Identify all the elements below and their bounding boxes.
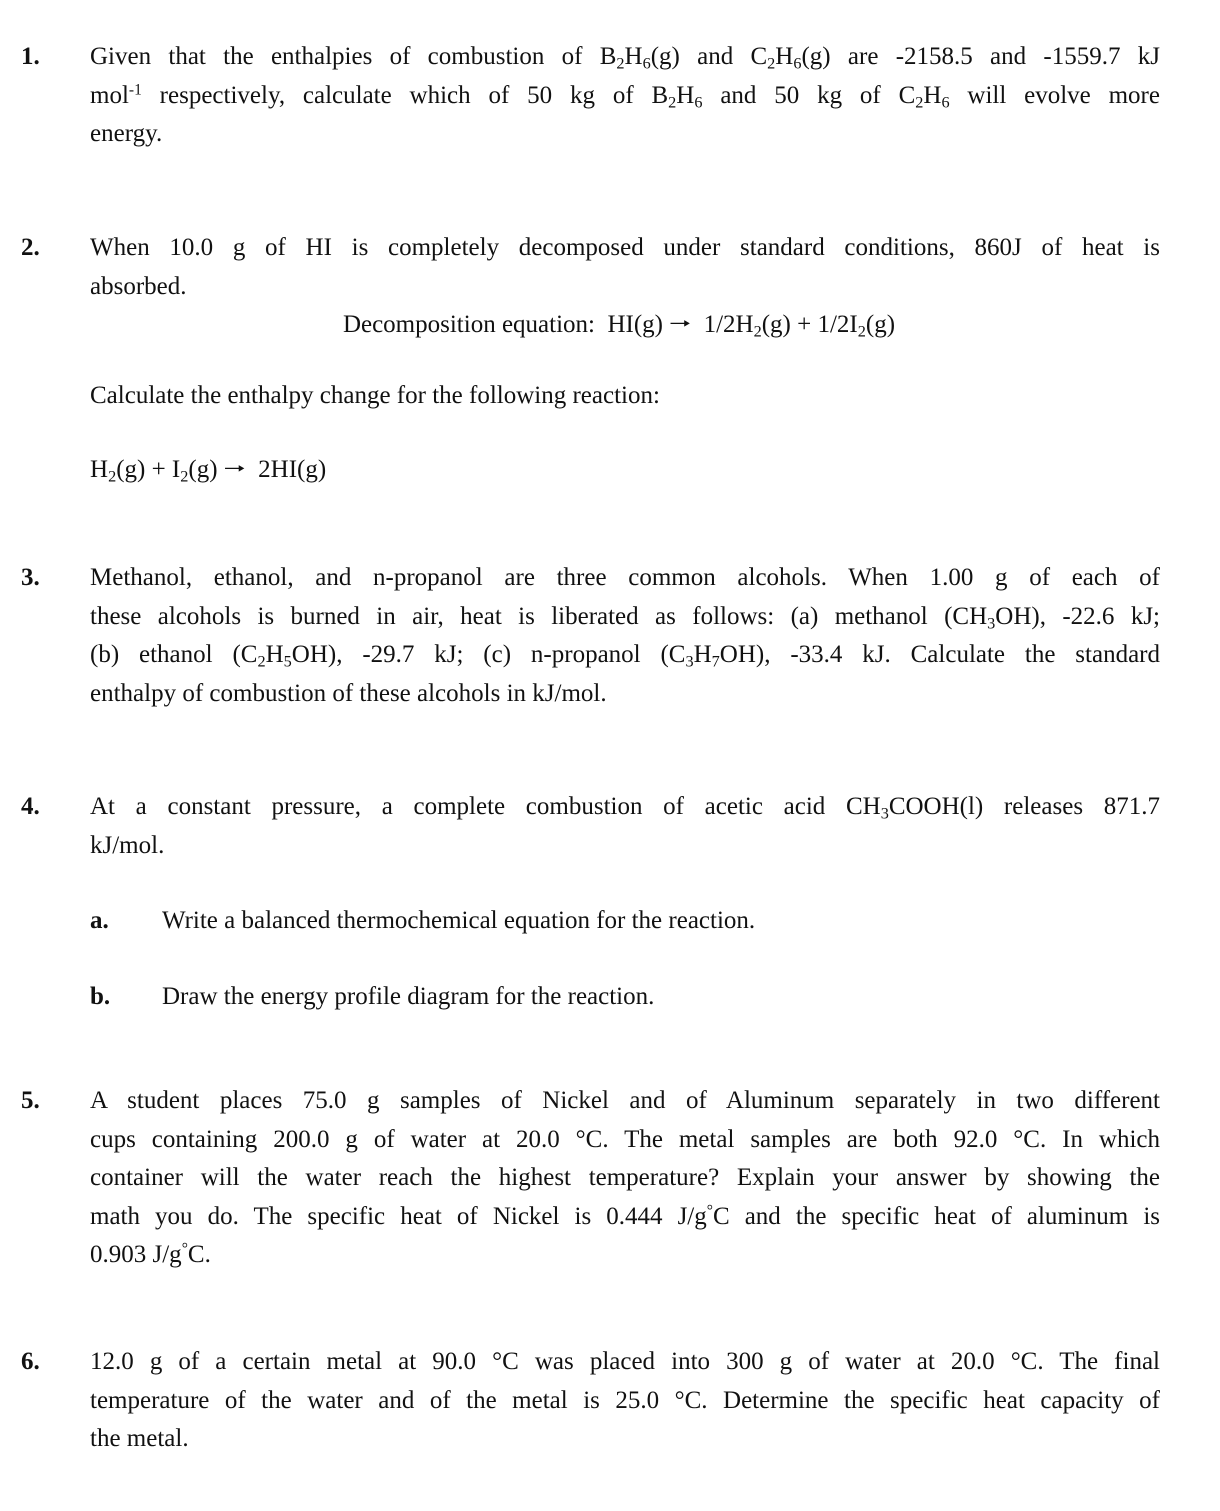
part-a-text: Write a balanced thermochemical equation for the reaction. xyxy=(162,907,756,934)
text-line: the metal. xyxy=(90,1425,189,1452)
text-line: Methanol, ethanol, and n-propanol are three common alcohols. When 1.00 g of each of xyxy=(90,564,1160,591)
question-number: 6. xyxy=(21,1348,40,1375)
text-line: When 10.0 g of HI is completely decomposed under standard conditions, 860J of heat is xyxy=(90,234,1160,261)
text-line: A student places 75.0 g samples of Nickel and of Aluminum separately in two different xyxy=(90,1087,1160,1114)
text-line: container will the water reach the highest temperature? Explain your answer by showing the xyxy=(90,1164,1160,1191)
text-line: Given that the enthalpies of combustion of $B_2H_6(g)$ and $C_2H_6(g)$ are -2158.5 and -1559.7 kJ xyxy=(90,43,1160,73)
text-line: (b) ethanol $(C_2H_5OH)$, -29.7 kJ; (c) n-propanol $(C_3H_7OH)$, -33.4 kJ. Calculate the standard xyxy=(90,641,1160,671)
text-line: At a constant pressure, a complete combustion of acetic acid $CH_3COOH(l)$ releases 871.7 xyxy=(90,793,1160,823)
question-text xyxy=(90,559,1160,713)
text-line: absorbed. xyxy=(90,272,187,300)
question-number: 2. xyxy=(21,234,40,261)
question-text xyxy=(90,229,1160,306)
question-text xyxy=(90,788,1160,865)
text-line: cups containing 200.0 g of water at 20.0 °C. The metal samples are both 92.0 °C. In which xyxy=(90,1125,1160,1153)
text-line: energy. xyxy=(90,120,163,147)
part-b-letter: b. xyxy=(90,983,111,1010)
part-a-letter: a. xyxy=(90,907,109,934)
question-text xyxy=(90,1343,1160,1459)
reaction-prompt: Calculate the enthalpy change for the following reaction: xyxy=(90,382,660,409)
text-line: these alcohols is burned in air, heat is liberated as follows: (a) methanol $(CH_3OH)$, -22.6 kJ; xyxy=(90,602,1160,633)
text-line: math you do. The specific heat of Nickel is 0.444 J/g°C and the specific heat of aluminum is xyxy=(90,1201,1160,1230)
reaction-equation: $H_2(g) + I_2(g)$ 🠒 2HI(g) xyxy=(90,456,327,486)
text-line: temperature of the water and of the metal is 25.0 °C. Determine the specific heat capacity of xyxy=(90,1386,1160,1414)
question-number: 4. xyxy=(21,793,40,820)
question-number: 5. xyxy=(21,1087,40,1114)
text-line: 0.903 J/g°C. xyxy=(90,1240,211,1268)
decomposition-equation: Decomposition equation: HI(g) 🠒 $1/2H_2(g) + 1/2I_2(g)$ xyxy=(342,311,896,341)
text-line: 12.0 g of a certain metal at 90.0 °C was placed into 300 g of water at 20.0 °C. The final xyxy=(90,1348,1160,1375)
question-number: 1. xyxy=(21,43,40,70)
part-b-text: Draw the energy profile diagram for the reaction. xyxy=(162,983,655,1010)
question-text xyxy=(90,1082,1160,1275)
text-line: kJ/mol. xyxy=(90,831,165,859)
text-line: enthalpy of combustion of these alcohols in kJ/mol. xyxy=(90,679,607,707)
question-text xyxy=(90,38,1160,154)
text-line: mol$^{-1}$ respectively, calculate which of 50 kg of $B_2H_6$ and 50 kg of $C_2H_6$ will evolve more xyxy=(90,80,1160,112)
question-number: 3. xyxy=(21,564,40,591)
